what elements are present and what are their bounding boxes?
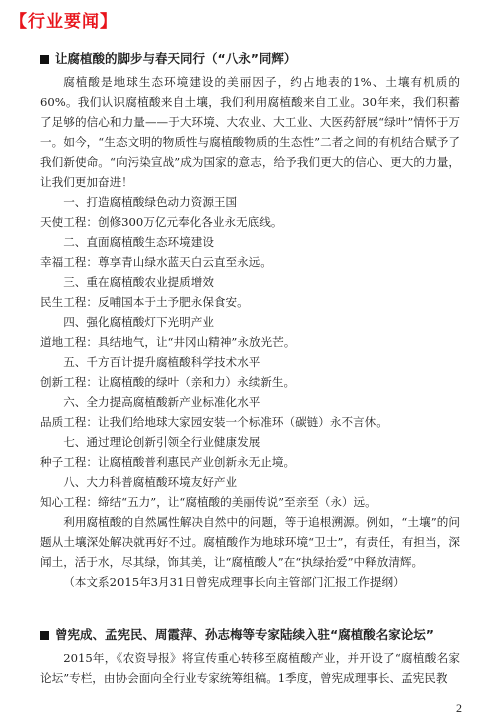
- section-tag: 【行业要闻】: [10, 12, 118, 32]
- body-paragraph: 2015年，《农资导报》将宣传重心转移至腐植酸产业，并开设了“腐植酸名家论坛”专栏，由协会面向全行业专家统筹组稿。1季度，曾宪成理事长、孟宪民教: [40, 651, 460, 685]
- list-item: 二、直面腐植酸生态环境建设: [63, 235, 214, 249]
- article-headline: [40, 50, 460, 68]
- list-item: 五、千方百计提升腐植酸科学技术水平: [63, 355, 261, 369]
- list-item: 创新工程：让腐植酸的绿叶（亲和力）永续新生。: [40, 375, 296, 389]
- closing-paragraph: 利用腐植酸的自然属性解决自然中的问题，等于追根溯源。例如，“土壤”的问题从土壤深处解决就再好不过。腐植酸作为地球环境“卫士”，有责任，有担当，深闻土，活于水，尽其绿，饰其美，让“腐植酸人”在“执绿抬爱”中释放清辉。: [40, 515, 460, 569]
- list-item: 三、重在腐植酸农业提质增效: [63, 275, 214, 289]
- source-note: （本文系2015年3月31日曾宪成理事长向主管部门汇报工作提纲）: [63, 575, 405, 589]
- list-item: 八、大力科普腐植酸环境友好产业: [63, 475, 238, 489]
- article-expert-forum: [40, 626, 460, 688]
- article-eight-forever: [40, 50, 460, 592]
- list-item: 七、通过理论创新引领全行业健康发展: [63, 435, 261, 449]
- article-title: 让腐植酸的脚步与春天同行（“八永”同辉）: [55, 51, 297, 66]
- square-bullet-icon: [40, 631, 49, 640]
- page-number: 2: [456, 701, 462, 715]
- list-item: 一、打造腐植酸绿色动力资源王国: [63, 195, 238, 209]
- list-item: 民生工程：反哺国本于土予肥永保食安。: [40, 295, 249, 309]
- list-item: 天使工程：创修300万亿元奉化各业永无底线。: [40, 215, 283, 229]
- list-item: 种子工程：让腐植酸普利惠民产业创新永无止境。: [40, 455, 296, 469]
- intro-paragraph: 腐植酸是地球生态环境建设的美丽因子，约占地表的1%、土壤有机质的60%。我们认识腐植酸来自土壤，我们利用腐植酸来自工业。30年来，我们积蓄了足够的信心和力量——于大环境、大农业、大工业、大医药舒展“绿叶”情怀于万一。如今，“生态文明的物质性与腐植酸物质的生态性”二者之间的有机结合赋予了我们新使命。“向污染宣战”成为国家的意志，给予我们更大的信心、更大的力量，让我们更加奋进！: [40, 75, 460, 189]
- list-item: 知心工程：缔结“五力”，让“腐植酸的美丽传说”至亲至（永）远。: [40, 495, 377, 509]
- list-item: 幸福工程：尊享青山绿水蓝天白云直至永远。: [40, 255, 272, 269]
- list-item: 道地工程：具结地气，让“井冈山精神”永放光芒。: [40, 335, 296, 349]
- list-item: 品质工程：让我们给地球大家园安装一个标准环（碳链）永不言休。: [40, 415, 388, 429]
- list-item: 六、全力提高腐植酸新产业标准化水平: [63, 395, 261, 409]
- list-item: 四、强化腐植酸灯下光明产业: [63, 315, 214, 329]
- article-title: 曾宪成、孟宪民、周霞萍、孙志梅等专家陆续入驻“腐植酸名家论坛”: [55, 627, 434, 642]
- article-headline: [40, 626, 460, 644]
- square-bullet-icon: [40, 55, 49, 64]
- eight-points-list: [40, 192, 460, 512]
